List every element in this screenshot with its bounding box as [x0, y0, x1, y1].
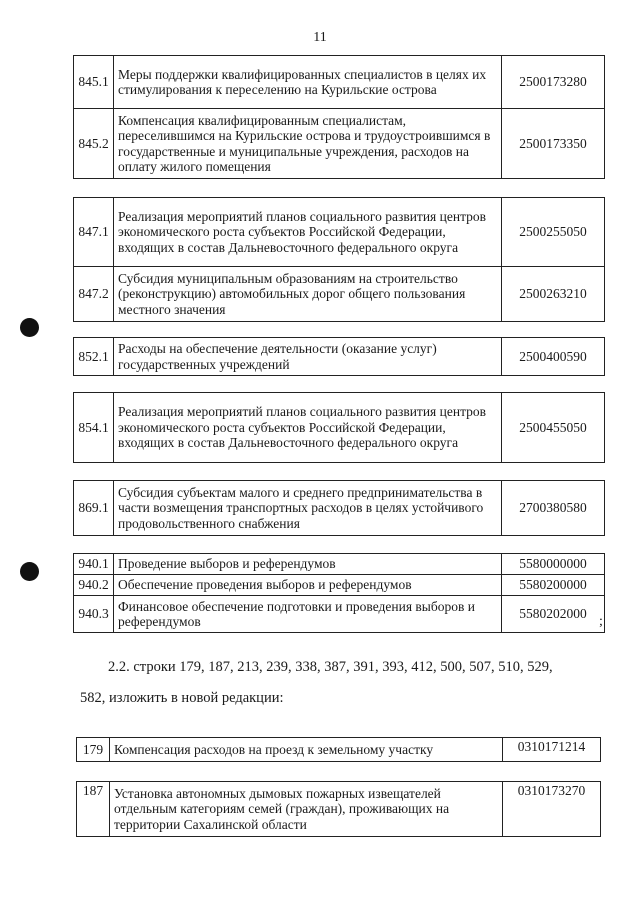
row-code: 2700380580: [502, 481, 605, 536]
punch-hole: [20, 318, 39, 337]
table-row: [74, 338, 605, 376]
row-code: 2500400590: [502, 338, 605, 376]
row-number: 847.2: [74, 267, 114, 322]
row-description: Субсидия муниципальным образованиям на строительство (реконструкцию) автомобильных дорог общего пользования местного значения: [114, 267, 502, 322]
row-number: 845.1: [74, 56, 114, 109]
row-number: 940.3: [74, 596, 114, 633]
row-number: 940.2: [74, 575, 114, 596]
punch-hole: [20, 562, 39, 581]
budget-table-group: [73, 553, 605, 633]
budget-table-group: [76, 781, 601, 837]
budget-table-group: [73, 197, 605, 322]
amendment-paragraph-line2: 582, изложить в новой редакции:: [80, 690, 284, 706]
row-code: 5580202000: [502, 596, 605, 633]
budget-table-group: [73, 337, 605, 376]
row-description: Установка автономных дымовых пожарных извещателей отдельным категориям семей (граждан), проживающих на территории Сахалинской области: [110, 782, 503, 837]
table-row: [74, 109, 605, 179]
table-row: [77, 782, 601, 837]
amendment-paragraph-line1: 2.2. строки 179, 187, 213, 239, 338, 387, 391, 393, 412, 500, 507, 510, 529,: [108, 659, 553, 675]
row-description: Проведение выборов и референдумов: [114, 554, 502, 575]
row-number: 179: [77, 738, 110, 762]
table-row: [74, 56, 605, 109]
budget-table-group: [73, 392, 605, 463]
row-description: Компенсация квалифицированным специалистам, переселившимся на Курильские острова и трудоустроившимся в государственные и муниципальные учреждения, расходов на оплату жилого помещения: [114, 109, 502, 179]
row-code: 0310171214: [503, 738, 601, 762]
row-code: 2500173350: [502, 109, 605, 179]
budget-table-group: [76, 737, 601, 762]
row-description: Финансовое обеспечение подготовки и проведения выборов и референдумов: [114, 596, 502, 633]
budget-table-group: [73, 480, 605, 536]
row-code: 5580200000: [502, 575, 605, 596]
row-description: Субсидия субъектам малого и среднего предпринимательства в части возмещения транспортных расходов в целях устойчивого продовольственного снабжения: [114, 481, 502, 536]
row-code: 0310173270: [503, 782, 601, 837]
row-number: 869.1: [74, 481, 114, 536]
row-description: Реализация мероприятий планов социального развития центров экономического роста субъектов Российской Федерации, входящих в состав Дальневосточного федерального округа: [114, 393, 502, 463]
row-description: Реализация мероприятий планов социального развития центров экономического роста субъектов Российской Федерации, входящих в состав Дальневосточного федерального округа: [114, 198, 502, 267]
table-row: [74, 575, 605, 596]
row-number: 845.2: [74, 109, 114, 179]
table-row: [74, 554, 605, 575]
table-row: [74, 267, 605, 322]
row-number: 847.1: [74, 198, 114, 267]
row-code: 2500455050: [502, 393, 605, 463]
budget-table-group: [73, 55, 605, 179]
row-code: 2500255050: [502, 198, 605, 267]
page-number: 11: [313, 30, 327, 45]
row-description: Компенсация расходов на проезд к земельному участку: [110, 738, 503, 762]
row-description: Расходы на обеспечение деятельности (оказание услуг) государственных учреждений: [114, 338, 502, 376]
table-row: [74, 393, 605, 463]
row-code: 2500173280: [502, 56, 605, 109]
table-row: [74, 481, 605, 536]
row-code: 2500263210: [502, 267, 605, 322]
table-row: [77, 738, 601, 762]
row-description: Меры поддержки квалифицированных специалистов в целях их стимулирования к переселению на Курильские острова: [114, 56, 502, 109]
trailing-semicolon: ;: [599, 614, 603, 629]
table-row: [74, 198, 605, 267]
row-code: 5580000000: [502, 554, 605, 575]
row-number: 852.1: [74, 338, 114, 376]
row-number: 854.1: [74, 393, 114, 463]
row-number: 187: [77, 782, 110, 837]
row-description: Обеспечение проведения выборов и референдумов: [114, 575, 502, 596]
row-number: 940.1: [74, 554, 114, 575]
table-row: [74, 596, 605, 633]
